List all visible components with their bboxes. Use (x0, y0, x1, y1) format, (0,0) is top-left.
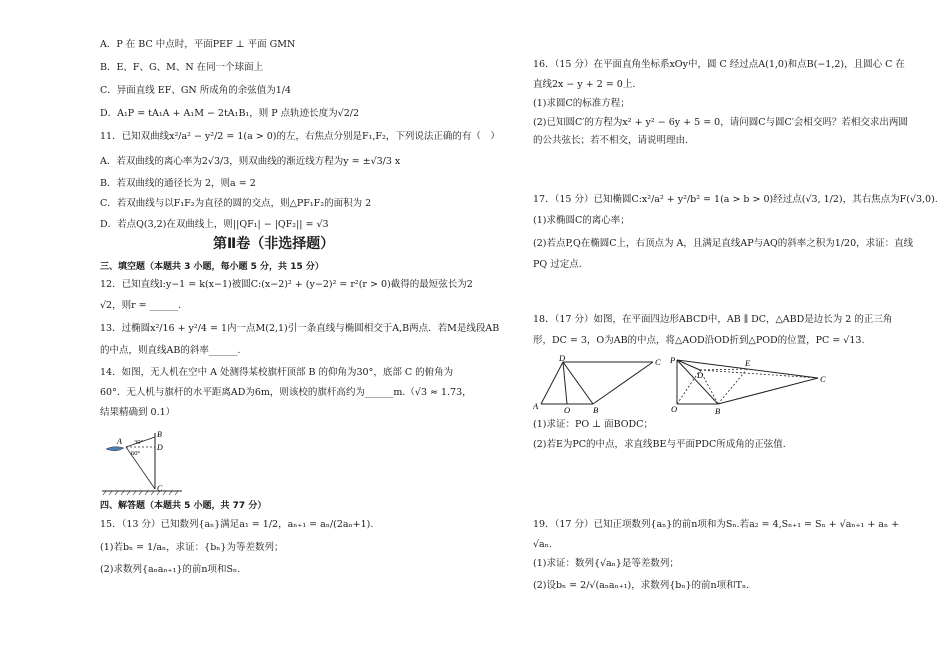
q10-option-d: D．A₁P = tA₁A + A₁M − 2tA₁B₁，则 P 点轨迹长度为√2/2 (100, 108, 360, 119)
fig18a-label-o: O (564, 405, 571, 414)
section3-title: 三、填空题（本题共 3 小题，每小题 5 分，共 15 分） (100, 262, 324, 272)
ground-hatch (103, 491, 178, 495)
fig14-label-b: B (157, 430, 162, 439)
q12-line1: 12．已知直线l:y−1 = k(x−1)被圆C:(x−2)² + (y−2)² = r²(r > 0)截得的最短弦长为2 (100, 279, 473, 290)
q15-part1: (1)若bₙ = 1/aₙ，求证：{bₙ}为等差数列； (100, 542, 284, 553)
q17-line1: 17．（15 分）已知椭圆C:x²/a² + y²/b² = 1(a > b > 0)经过点(√3, 1/2)，其右焦点为F(√3,0). (533, 194, 938, 205)
q10-option-b: B．E、F、G、M、N 在同一个球面上 (100, 62, 264, 73)
fig14-label-c: C (157, 484, 163, 493)
fig18a-label-b: B (593, 405, 599, 414)
fig18a-label-a: A (533, 401, 539, 411)
q15-part2: (2)求数列{aₙaₙ₊₁}的前n项和Sₙ. (100, 564, 241, 575)
q19-line2: √aₙ. (533, 539, 552, 550)
fig18a-label-c: C (655, 357, 661, 367)
q18-part1: (1)求证：PO ⊥ 面BODC； (533, 419, 653, 430)
q10-option-a: A．P 在 BC 中点时，平面PEF ⊥ 平面 GMN (100, 39, 296, 50)
section4-title: 四、解答题（本题共 5 小题，共 77 分） (100, 501, 267, 511)
q11-option-d: D．若点Q(3,2)在双曲线上，则||QF₁| − |QF₂|| = √3 (100, 219, 329, 230)
fig18a-label-d: D (559, 354, 566, 363)
q13-line1: 13．过椭圆x²/16 + y²/4 = 1内一点M(2,1)引一条直线与椭圆相交于A,B两点．若M是线段AB (100, 323, 500, 334)
q14-line2: 60°．无人机与旗杆的水平距离AD为6m，则该校的旗杆高约为______m.（√3 ≈ 1.73， (100, 387, 472, 398)
q17-part2-line2: PQ 过定点. (533, 259, 582, 270)
q14-line3: 结果精确到 0.1） (100, 407, 176, 418)
q14-line1: 14．如图，无人机在空中 A 处测得某校旗杆顶部 B 的仰角为30°，底部 C 的俯角为 (100, 367, 454, 378)
q17-part1: (1)求椭圆C的离心率； (533, 215, 630, 226)
q16-part2-line1: (2)已知圆C′的方程为x² + y² − 6y + 5 = 0，请问圆C与圆C′会相交吗？若相交求出两圆 (533, 117, 908, 128)
part2-title: 第Ⅱ卷（非选择题） (213, 236, 335, 252)
q19-line1: 19．（17 分）已知正项数列{aₙ}的前n项和为Sₙ.若a₂ = 4,Sₙ₊₁ = Sₙ + √aₙ₊₁ + aₙ + (533, 519, 900, 530)
q10-option-c: C．异面直线 EF、GN 所成角的余弦值为1/4 (100, 85, 292, 96)
drone-icon (106, 447, 124, 451)
q16-part1: (1)求圆C的标准方程； (533, 98, 630, 109)
q15-stem: 15．（13 分）已知数列{aₙ}满足a₁ = 1/2，aₙ₊₁ = aₙ/(2aₙ+1). (100, 519, 374, 530)
q18-line1: 18．（17 分）如图，在平面四边形ABCD中，AB ∥ DC，△ABD是边长为 2 的正三角 (533, 314, 893, 325)
q11-option-b: B．若双曲线的通径长为 2，则a = 2 (100, 178, 256, 189)
fig18b-label-c: C (820, 374, 826, 384)
q16-line2: 直线2x − y + 2 = 0上. (533, 79, 636, 90)
q16-part2-line2: 的公共弦长；若不相交，请说明理由. (533, 135, 689, 146)
q18-figure-plane (533, 354, 668, 414)
q18-part2: (2)若E为PC的中点，求直线BE与平面PDC所成角的正弦值. (533, 439, 786, 450)
q17-part2-line1: (2)若点P,Q在椭圆C上，右顶点为 A，且满足直线AP与AQ的斜率之积为1/20，求证：直线 (533, 238, 914, 249)
fig14-angle-30: 30° (134, 439, 144, 446)
q11-stem: 11．已知双曲线x²/a² − y²/2 = 1(a > 0)的左，右焦点分别是F₁,F₂，下列说法正确的有（ ） (100, 131, 500, 142)
fig18b-label-e: E (745, 358, 751, 368)
fig14-label-d: D (157, 443, 163, 452)
q14-figure (100, 425, 190, 500)
q13-line2: 的中点，则直线AB的斜率______. (100, 345, 241, 356)
q11-option-c: C．若双曲线与以F₁F₂为直径的圆的交点，则△PF₁F₂的面积为 2 (100, 198, 372, 209)
fig14-angle-60: 60° (131, 450, 141, 457)
fig18b-label-p: P (670, 355, 676, 365)
q19-part2: (2)设bₙ = 2/√(aₙaₙ₊₁)，求数列{bₙ}的前n项和Tₙ. (533, 580, 750, 591)
q19-part1: (1)求证：数列{√aₙ}是等差数列； (533, 558, 679, 569)
q12-line2: √2，则r = ______. (100, 300, 182, 311)
fig18b-label-b: B (715, 406, 721, 416)
q16-line1: 16．（15 分）在平面直角坐标系xOy中，圆 C 经过点A(1,0)和点B(−1,2)，且圆心 C 在 (533, 59, 905, 70)
q18-figure-solid (670, 354, 835, 416)
q18-line2: 形，DC = 3，O为AB的中点，将△AOD沿OD折到△POD的位置，PC = √13. (533, 335, 865, 346)
q11-option-a: A．若双曲线的离心率为2√3/3，则双曲线的渐近线方程为y = ±√3/3 x (100, 156, 401, 167)
fig14-label-a: A (117, 437, 122, 446)
fig18b-label-o: O (671, 404, 678, 414)
fig18b-label-d: D (697, 370, 704, 380)
